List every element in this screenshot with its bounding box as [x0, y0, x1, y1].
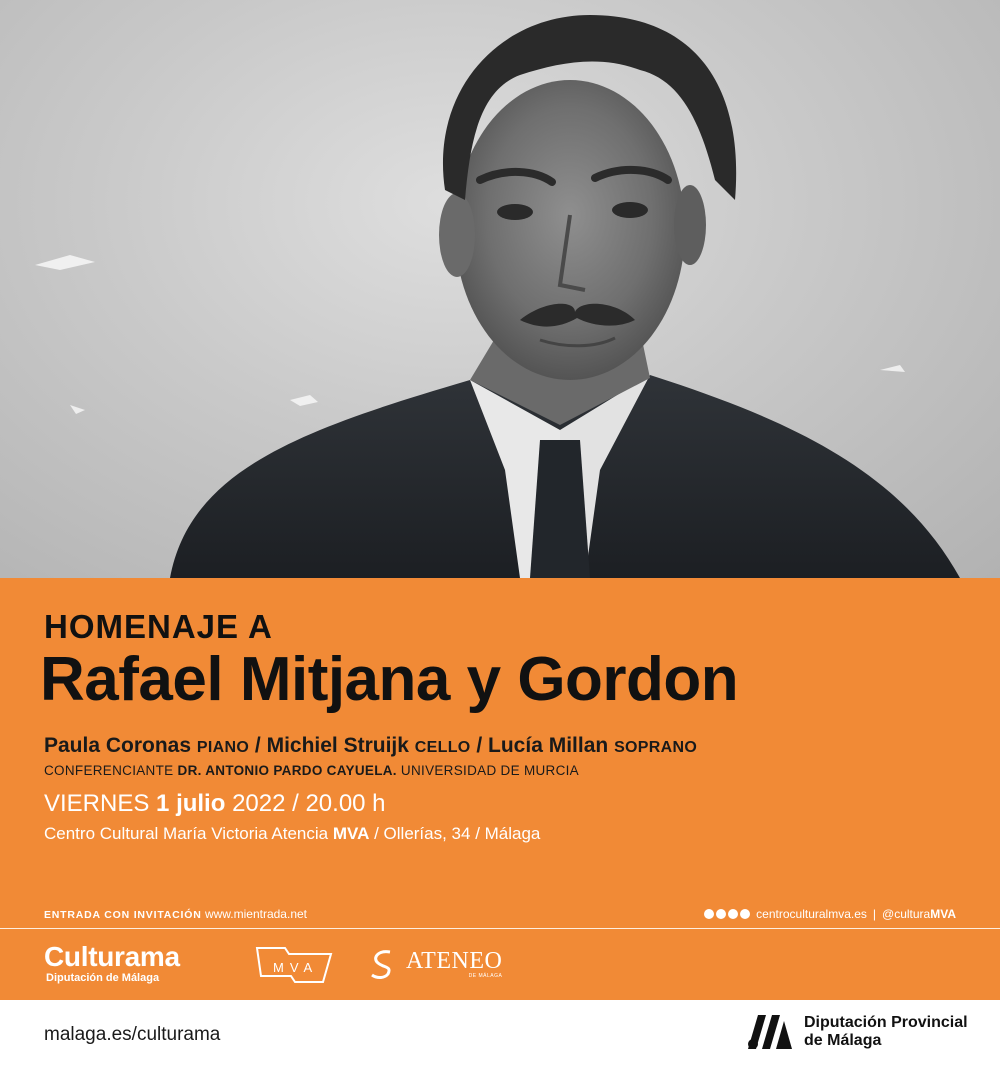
social-icons: [704, 909, 750, 919]
lecturer-line: [44, 763, 579, 778]
ateneo-logo: [368, 948, 502, 980]
entry-info: [44, 907, 307, 921]
date-rest: 2022 / 20.00 h: [232, 790, 386, 817]
mva-logo: [255, 944, 335, 991]
diputacion-logo: [748, 1014, 968, 1050]
lecturer-name: DR. ANTONIO PARDO CAYUELA.: [177, 763, 397, 778]
ateneo-symbol-icon: [368, 948, 398, 980]
culturama-subtitle: Diputación de Málaga: [46, 972, 160, 984]
entry-label: ENTRADA CON INVITACIÓN: [44, 909, 202, 921]
date-weekday: VIERNES: [44, 790, 150, 817]
performer-role: PIANO: [196, 739, 250, 756]
social-info: [704, 907, 956, 921]
performer-separator: /: [254, 734, 267, 757]
performer-separator: /: [476, 734, 489, 757]
footer-url-link[interactable]: malaga.es/culturama: [44, 1024, 221, 1045]
diputacion-mark-icon: [748, 1015, 794, 1049]
diputacion-line2: de Málaga: [804, 1032, 882, 1049]
ateneo-subtitle: DE MÁLAGA: [468, 973, 503, 979]
mva-logo-text: MVA: [273, 960, 319, 975]
handle-prefix: @cultura: [882, 907, 931, 921]
culturama-logo: [44, 942, 180, 984]
event-date: [44, 790, 386, 818]
website-link[interactable]: centroculturalmva.es: [756, 907, 867, 921]
performer-role: SOPRANO: [614, 739, 698, 756]
lecturer-affiliation: UNIVERSIDAD DE MURCIA: [400, 763, 579, 778]
ateneo-wordmark: ATENEO: [406, 948, 503, 974]
facebook-icon[interactable]: [704, 909, 714, 919]
performer-name: Lucía Millan: [488, 734, 609, 757]
divider: [0, 928, 1000, 929]
entry-url-link[interactable]: www.mientrada.net: [204, 907, 307, 921]
twitter-icon[interactable]: [716, 909, 726, 919]
venue-name: Centro Cultural María Victoria Atencia: [44, 824, 329, 843]
handle-bold: MVA: [930, 907, 956, 921]
culturama-wordmark: Culturama: [44, 941, 180, 972]
venue-address: / Ollerías, 34 / Málaga: [374, 824, 541, 843]
performer-name: Paula Coronas: [44, 734, 192, 757]
event-venue: [44, 824, 540, 844]
instagram-icon[interactable]: [728, 909, 738, 919]
youtube-icon[interactable]: [740, 909, 750, 919]
performer-name: Michiel Struijk: [266, 734, 409, 757]
date-day: 1 julio: [156, 790, 226, 817]
diputacion-text: [804, 1014, 968, 1050]
event-title: Rafael Mitjana y Gordon: [40, 645, 739, 714]
event-kicker: HOMENAJE A: [44, 608, 273, 645]
event-info-panel: [0, 578, 1000, 1000]
performer-role: CELLO: [414, 739, 471, 756]
diputacion-line1: Diputación Provincial: [804, 1014, 968, 1031]
venue-short: MVA: [332, 824, 370, 843]
social-handle[interactable]: [882, 907, 956, 921]
mva-logo-mark: [255, 944, 335, 986]
performers-line: [44, 734, 697, 758]
social-separator: |: [872, 907, 877, 921]
lecturer-label: CONFERENCIANTE: [44, 763, 174, 778]
